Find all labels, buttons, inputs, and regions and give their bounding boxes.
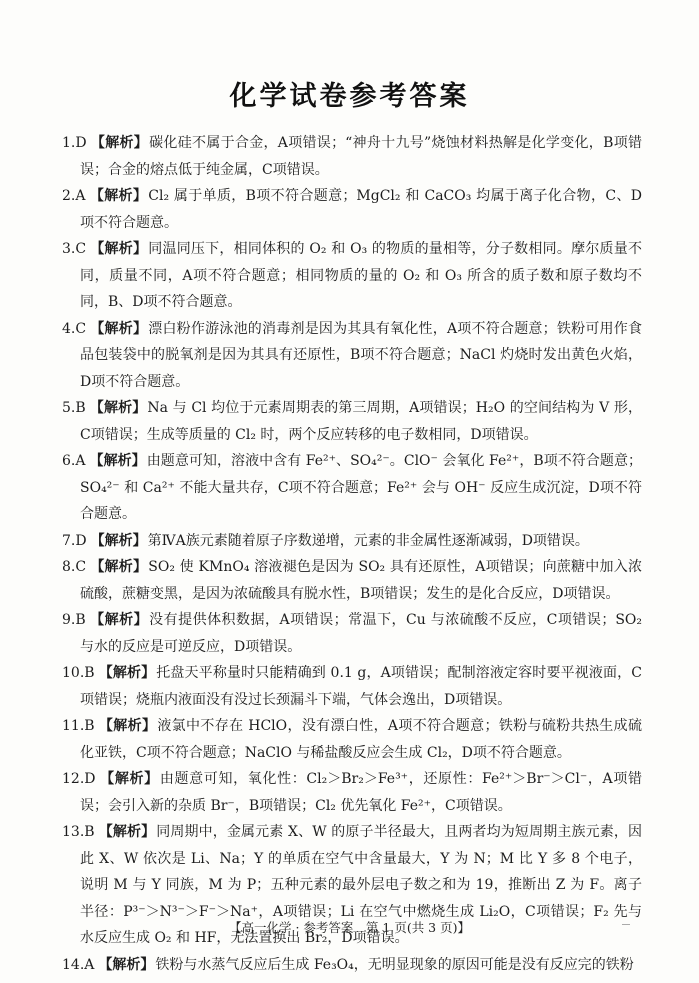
analysis-tag: 【解析】 bbox=[98, 665, 156, 681]
analysis-tag: 【解析】 bbox=[90, 559, 148, 575]
analysis-tag: 【解析】 bbox=[90, 320, 148, 337]
answer-item bbox=[62, 713, 642, 766]
analysis-tag: 【解析】 bbox=[99, 771, 159, 787]
answer-list bbox=[62, 130, 642, 978]
item-number: 11. bbox=[62, 718, 85, 734]
item-number: 4. bbox=[62, 320, 76, 337]
item-answer: B bbox=[75, 612, 86, 628]
page-footer: 【高一化学 · 参考答案 第 1 页(共 3 页)】 bbox=[229, 920, 470, 935]
item-explanation: 托盘天平称量时只能精确到 0.1 g，A项错误；配制溶液定容时要平视液面，C项错误；烧瓶内液面没有没过长颈漏斗下端，气体会逸出，D项错误。 bbox=[80, 665, 642, 708]
answer-item bbox=[62, 528, 642, 555]
answer-item bbox=[62, 236, 642, 316]
item-explanation: 漂白粉作游泳池的消毒剂是因为其具有氧化性，A项不符合题意；铁粉可用作食品包装袋中的脱氧剂是因为其具有还原性，B项不符合题意；NaCl 灼烧时发出黄色火焰，D项不符合题意。 bbox=[80, 320, 643, 390]
analysis-tag: 【解析】 bbox=[98, 718, 157, 734]
item-number: 3. bbox=[62, 241, 76, 257]
analysis-tag: 【解析】 bbox=[90, 241, 148, 257]
item-answer: A bbox=[75, 453, 86, 469]
item-number: 10. bbox=[62, 665, 85, 681]
item-explanation: 第ⅣA族元素随着原子序数递增，元素的非金属性逐渐减弱，D项错误。 bbox=[147, 532, 589, 549]
analysis-tag: 【解析】 bbox=[90, 135, 149, 151]
item-number: 8. bbox=[62, 559, 76, 575]
item-answer: A bbox=[75, 188, 86, 204]
answer-item bbox=[62, 448, 642, 528]
item-answer: D bbox=[84, 771, 96, 787]
analysis-tag: 【解析】 bbox=[89, 612, 149, 628]
item-explanation: 同温同压下，相同体积的 O₂ 和 O₃ 的物质的量相等，分子数相同。摩尔质量不同，质量不同，A项不符合题意；相同物质的量的 O₂ 和 O₃ 所含的质子数和原子数均不同，B、D项不符合题意。 bbox=[80, 241, 643, 310]
item-answer: B bbox=[84, 665, 95, 681]
answer-item bbox=[62, 130, 642, 183]
item-number: 7. bbox=[62, 532, 76, 549]
item-explanation: 没有提供体积数据，A项错误；常温下，Cu 与浓硫酸不反应，C项错误；SO₂ 与水的反应是可逆反应，D项错误。 bbox=[80, 612, 642, 655]
item-answer: C bbox=[75, 559, 87, 575]
analysis-tag: 【解析】 bbox=[89, 188, 148, 204]
item-explanation: 由题意可知，氧化性：Cl₂＞Br₂＞Fe³⁺，还原性：Fe²⁺＞Br⁻＞Cl⁻，A项错误；会引入新的杂质 Br⁻，B项错误；Cl₂ 优先氧化 Fe²⁺，C项错误。 bbox=[80, 771, 642, 814]
item-number: 1. bbox=[62, 135, 76, 151]
item-answer: D bbox=[75, 532, 87, 549]
analysis-tag: 【解析】 bbox=[89, 400, 147, 416]
answer-item bbox=[62, 183, 642, 236]
page-title: 化学试卷参考答案 bbox=[229, 81, 470, 112]
analysis-tag: 【解析】 bbox=[98, 824, 156, 840]
item-number: 13. bbox=[62, 824, 85, 840]
item-explanation: SO₂ 使 KMnO₄ 溶液褪色是因为 SO₂ 具有还原性，A项错误；向蔗糖中加入浓硫酸，蔗糖变黑，是因为浓硫酸具有脱水性，B项错误；发生的是化合反应，D项错误。 bbox=[80, 559, 642, 602]
analysis-tag: 【解析】 bbox=[98, 956, 155, 973]
item-number: 5. bbox=[62, 400, 76, 416]
corner-mark bbox=[622, 924, 630, 925]
item-answer: B bbox=[75, 400, 86, 416]
analysis-tag: 【解析】 bbox=[90, 532, 147, 549]
item-answer: B bbox=[84, 824, 95, 840]
answer-item bbox=[62, 766, 642, 819]
item-explanation: 铁粉与水蒸气反应后生成 Fe₃O₄，无明显现象的原因可能是没有反应完的铁粉 bbox=[155, 956, 634, 973]
item-answer: A bbox=[84, 956, 95, 973]
item-explanation: 液氯中不存在 HClO，没有漂白性，A项不符合题意；铁粉与硫粉共热生成硫化亚铁，C项不符合题意；NaClO 与稀盐酸反应会生成 Cl₂，D项不符合题意。 bbox=[80, 718, 643, 761]
item-explanation: 碳化硅不属于合金，A项错误；“神舟十九号”烧蚀材料热解是化学变化，B项错误；合金的熔点低于纯金属，C项错误。 bbox=[80, 135, 642, 178]
item-answer: C bbox=[75, 320, 87, 337]
answer-item bbox=[62, 316, 642, 396]
item-explanation: Cl₂ 属于单质，B项不符合题意；MgCl₂ 和 CaCO₃ 均属于离子化合物，C、D项不符合题意。 bbox=[80, 188, 642, 231]
item-explanation: 由题意可知，溶液中含有 Fe²⁺、SO₄²⁻。ClO⁻ 会氧化 Fe²⁺，B项不符合题意；SO₄²⁻ 和 Ca²⁺ 不能大量共存，C项不符合题意；Fe²⁺ 会与 OH⁻ 反应生成沉淀，D项不符合题意。 bbox=[80, 453, 643, 522]
item-explanation: 同周期中，金属元素 X、W 的原子半径最大，且两者均为短周期主族元素，因此 X、W 依次是 Li、Na；Y 的单质在空气中含量最大，Y 为 N；M 比 Y 多 8 个电子，说明 M 与 Y 同族，M 为 P；五种元素的最外层电子数之和为 19，推断出 Z 为 F。离子半径：P³⁻＞N³⁻＞F⁻＞Na⁺，A项错误；Li 在空气中燃烧生成 Li₂O，C项错误；F₂ 先与水反应生成 O₂ 和 HF，无法置换出 Br₂，D项错误。 bbox=[80, 824, 642, 946]
item-answer: C bbox=[75, 241, 87, 257]
answer-item bbox=[62, 554, 642, 607]
item-number: 6. bbox=[62, 453, 76, 469]
item-explanation: Na 与 Cl 均位于元素周期表的第三周期，A项错误；H₂O 的空间结构为 V 形，C项错误；生成等质量的 Cl₂ 时，两个反应转移的电子数相同，D项错误。 bbox=[80, 400, 643, 443]
item-number: 12. bbox=[62, 771, 85, 787]
answer-item bbox=[62, 660, 642, 713]
answer-item bbox=[62, 607, 642, 660]
analysis-tag: 【解析】 bbox=[89, 453, 146, 469]
item-answer: B bbox=[84, 718, 95, 734]
item-number: 9. bbox=[62, 612, 76, 628]
answer-item bbox=[62, 952, 642, 979]
answer-item bbox=[62, 395, 642, 448]
item-answer: D bbox=[75, 135, 87, 151]
item-number: 2. bbox=[62, 188, 76, 204]
item-number: 14. bbox=[62, 956, 85, 973]
